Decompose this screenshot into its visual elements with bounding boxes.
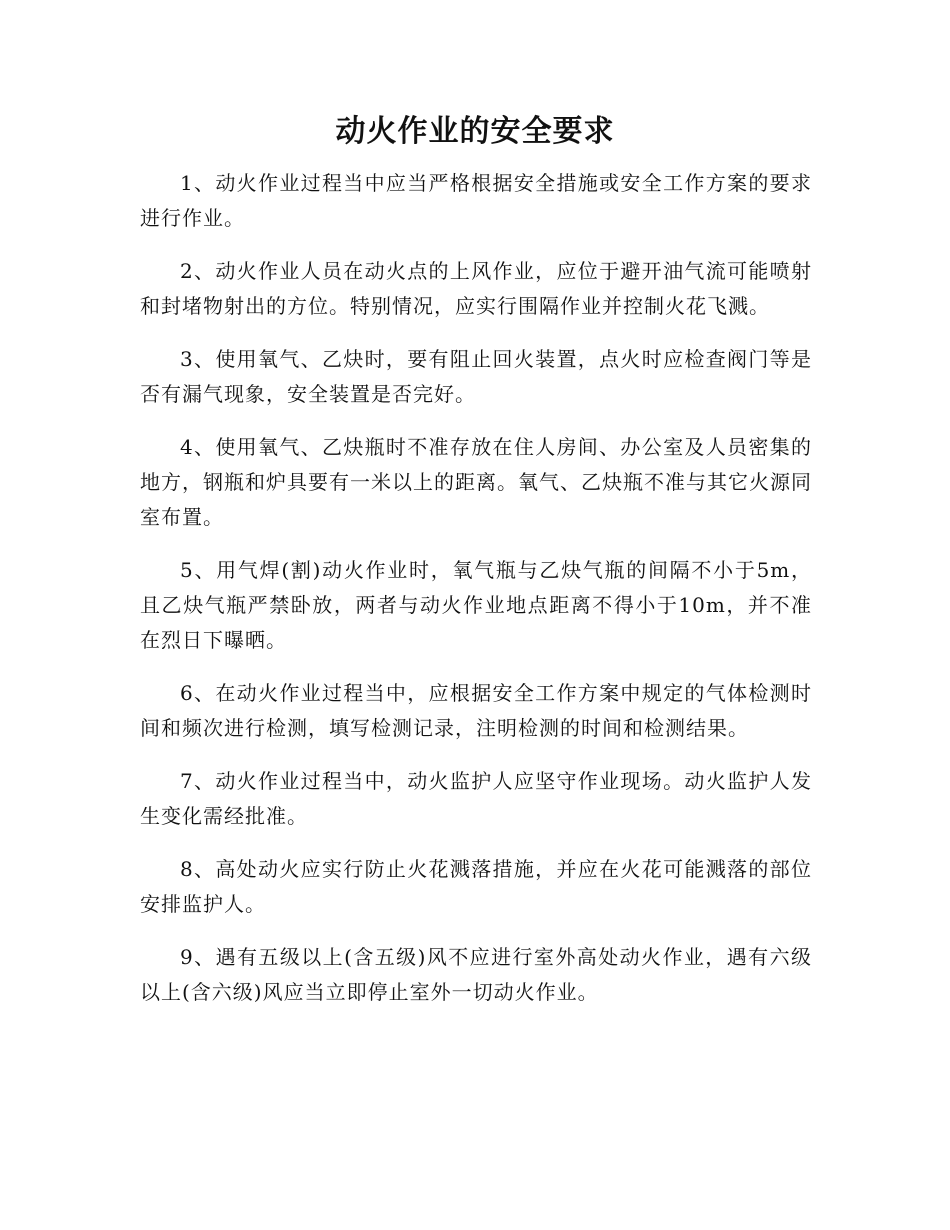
paragraph-1: 1、动火作业过程当中应当严格根据安全措施或安全工作方案的要求进行作业。: [140, 171, 812, 230]
paragraph-8: 8、高处动火应实行防止火花溅落措施，并应在火花可能溅落的部位安排监护人。: [140, 857, 812, 916]
paragraph-3: 3、使用氧气、乙炔时，要有阻止回火装置，点火时应检查阀门等是否有漏气现象，安全装置是否完好。: [140, 347, 812, 406]
paragraph-6: 6、在动火作业过程当中，应根据安全工作方案中规定的气体检测时间和频次进行检测，填写检测记录，注明检测的时间和检测结果。: [140, 681, 812, 740]
document-body: [140, 166, 812, 1028]
paragraph-7: 7、动火作业过程当中，动火监护人应坚守作业现场。动火监护人发生变化需经批准。: [140, 769, 812, 828]
paragraph-5: 5、用气焊(割)动火作业时，氧气瓶与乙炔气瓶的间隔不小于5m，且乙炔气瓶严禁卧放，两者与动火作业地点距离不得小于10m，并不准在烈日下曝晒。: [140, 558, 812, 652]
paragraph-9: 9、遇有五级以上(含五级)风不应进行室外高处动火作业，遇有六级以上(含六级)风应当立即停止室外一切动火作业。: [140, 945, 812, 1004]
paragraph-2: 2、动火作业人员在动火点的上风作业，应位于避开油气流可能喷射和封堵物射出的方位。特别情况，应实行围隔作业并控制火花飞溅。: [140, 259, 812, 318]
paragraph-4: 4、使用氧气、乙炔瓶时不准存放在住人房间、办公室及人员密集的地方，钢瓶和炉具要有一米以上的距离。氧气、乙炔瓶不准与其它火源同室布置。: [140, 435, 812, 529]
document-title: 动火作业的安全要求: [335, 114, 615, 149]
